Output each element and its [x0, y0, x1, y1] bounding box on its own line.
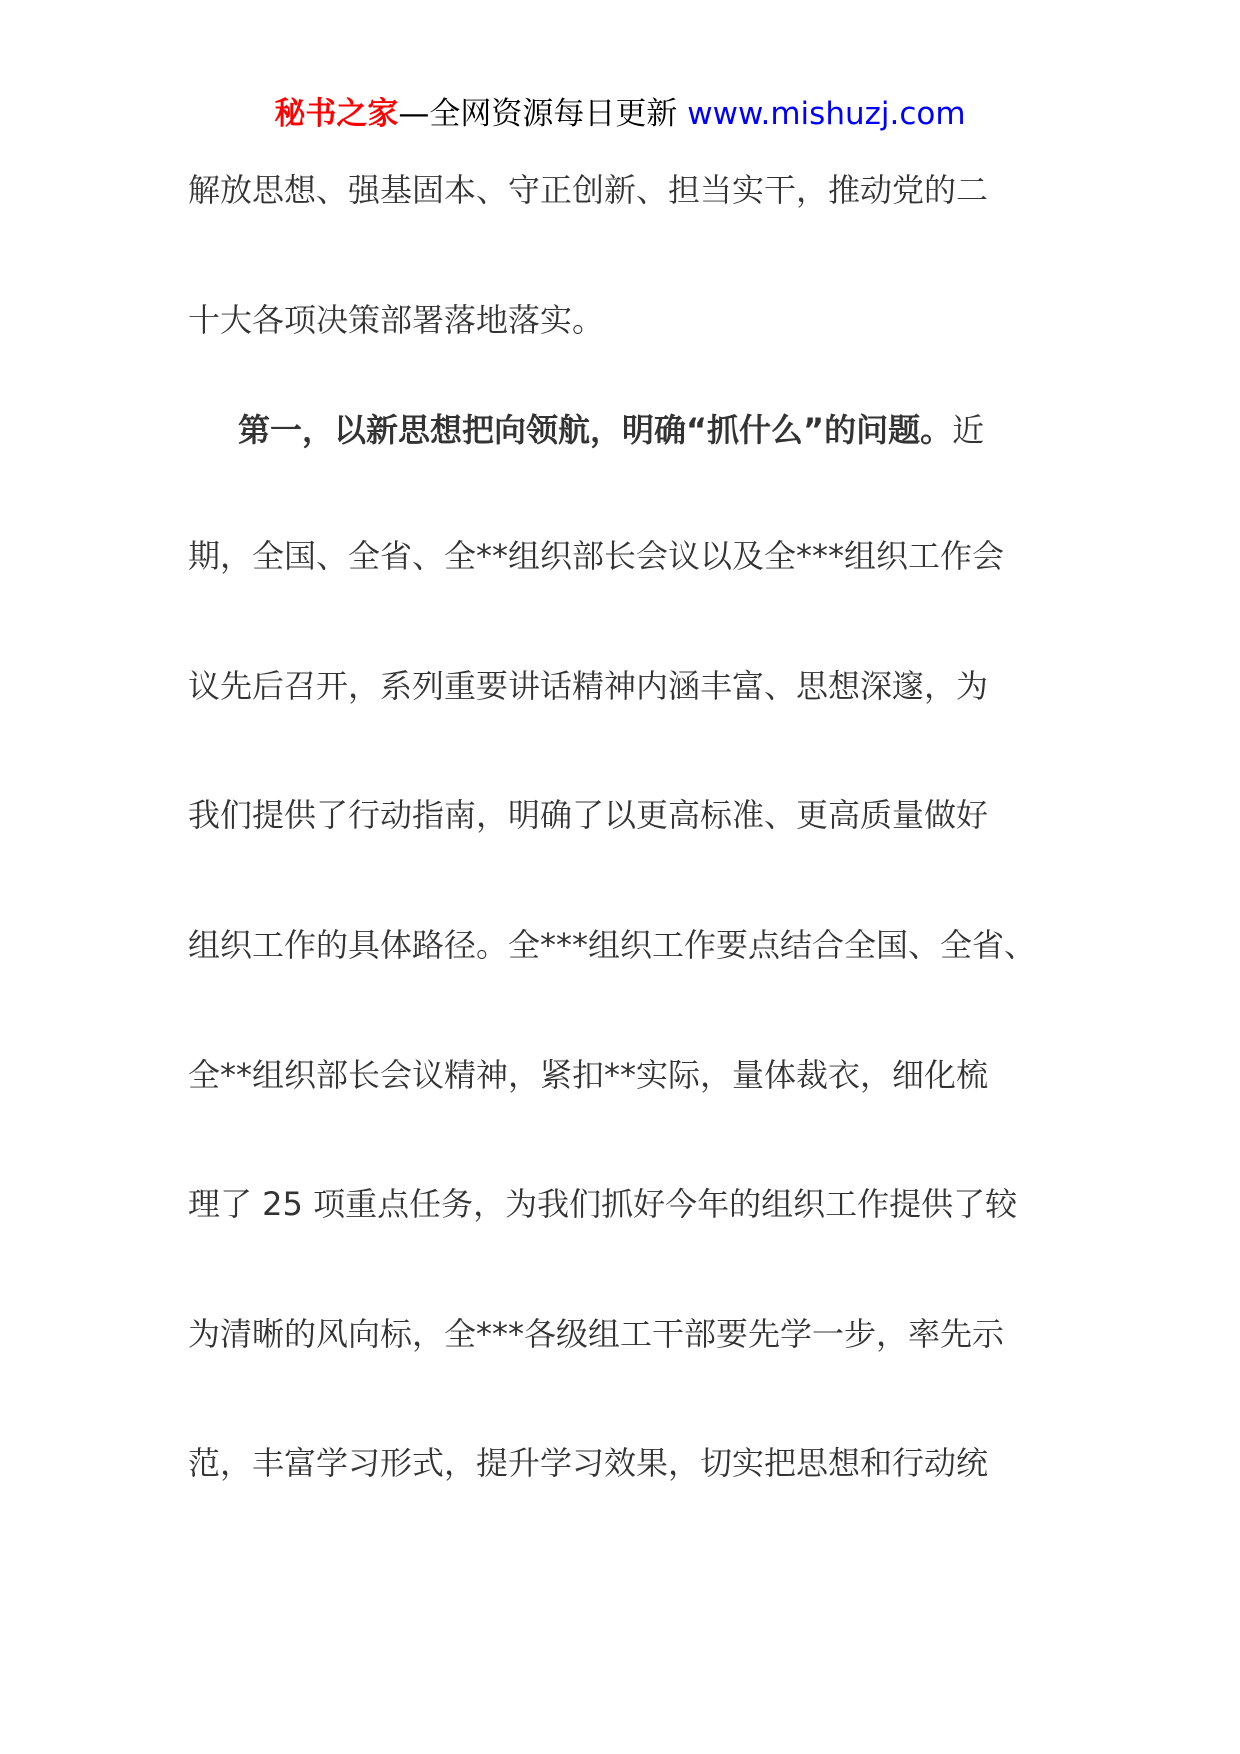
- section-heading: 第一，以新思想把向领航，明确“抓什么”的问题。: [238, 411, 953, 449]
- site-tagline: —全网资源每日更新: [398, 96, 688, 132]
- body-line-5: 议先后召开，系列重要讲话精神内涵丰富、思想深邃，为: [188, 667, 989, 705]
- body-line-4: 期，全国、全省、全**组织部长会议以及全***组织工作会: [188, 537, 1005, 575]
- page-header: [0, 94, 1240, 134]
- body-line-9: 理了 25 项重点任务，为我们抓好今年的组织工作提供了较: [188, 1185, 1018, 1223]
- body-line-11: 范，丰富学习形式，提升学习效果，切实把思想和行动统: [188, 1444, 989, 1482]
- body-line-8: 全**组织部长会议精神，紧扣**实际，量体裁衣，细化梳: [188, 1056, 989, 1094]
- site-brand: 秘书之家: [274, 96, 399, 132]
- body-line-2: 十大各项决策部署落地落实。: [188, 301, 605, 339]
- body-line-6: 我们提供了行动指南，明确了以更高标准、更高质量做好: [188, 796, 989, 834]
- body-line-7: 组织工作的具体路径。全***组织工作要点结合全国、全省、: [188, 926, 1037, 964]
- site-url-link[interactable]: www.mishuzj.com: [687, 96, 966, 132]
- body-line-3-rest: 近: [952, 411, 985, 449]
- body-line-1: 解放思想、强基固本、守正创新、担当实干，推动党的二: [188, 171, 989, 209]
- body-line-10: 为清晰的风向标，全***各级组工干部要先学一步，率先示: [188, 1315, 1005, 1353]
- body-line-3: [238, 410, 984, 450]
